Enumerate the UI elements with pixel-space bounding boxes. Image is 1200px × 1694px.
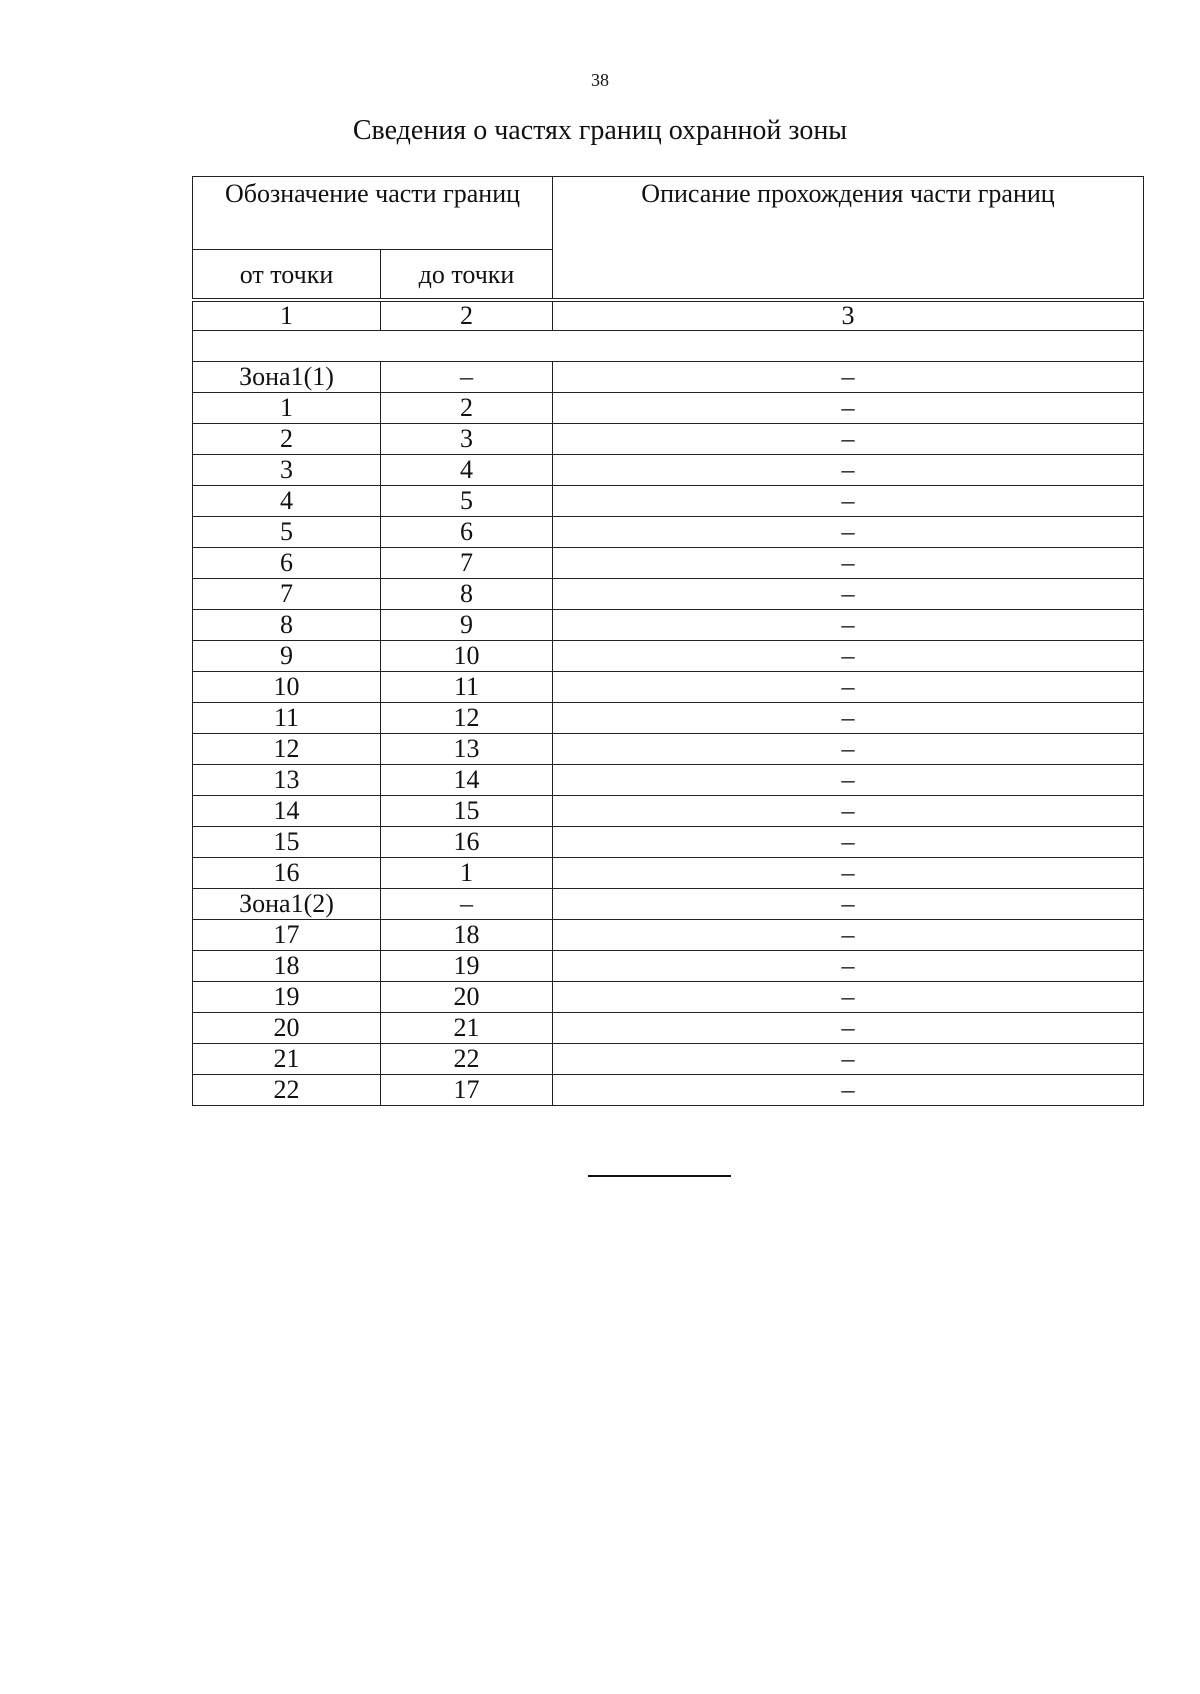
table-row — [193, 579, 1144, 610]
cell-from: 4 — [193, 486, 381, 517]
cell-desc: – — [553, 486, 1144, 517]
table-row — [193, 1044, 1144, 1075]
table-row — [193, 641, 1144, 672]
cell-desc: – — [553, 703, 1144, 734]
cell-to: 21 — [381, 1013, 553, 1044]
cell-desc: – — [553, 765, 1144, 796]
cell-to: 16 — [381, 827, 553, 858]
table-row — [193, 889, 1144, 920]
cell-from: 7 — [193, 579, 381, 610]
cell-from: 20 — [193, 1013, 381, 1044]
empty-row — [193, 331, 1144, 362]
cell-from: 17 — [193, 920, 381, 951]
cell-to: 15 — [381, 796, 553, 827]
cell-desc: – — [553, 610, 1144, 641]
table-row — [193, 951, 1144, 982]
cell-desc: – — [553, 424, 1144, 455]
cell-to: 4 — [381, 455, 553, 486]
cell-from: 3 — [193, 455, 381, 486]
cell-from: 6 — [193, 548, 381, 579]
table-row — [193, 734, 1144, 765]
column-number-1: 1 — [193, 302, 381, 331]
table-row — [193, 703, 1144, 734]
cell-from: 16 — [193, 858, 381, 889]
page-number: 38 — [591, 70, 609, 90]
header-description: Описание прохождения части границ — [553, 177, 1144, 299]
column-number-2: 2 — [381, 302, 553, 331]
cell-from: 19 — [193, 982, 381, 1013]
table-row — [193, 858, 1144, 889]
cell-from: 12 — [193, 734, 381, 765]
cell-to: 22 — [381, 1044, 553, 1075]
cell-to: 17 — [381, 1075, 553, 1106]
column-number-3: 3 — [553, 302, 1144, 331]
cell-from: Зона1(2) — [193, 889, 381, 920]
table-row — [193, 424, 1144, 455]
cell-from: 21 — [193, 1044, 381, 1075]
cell-desc: – — [553, 827, 1144, 858]
cell-desc: – — [553, 548, 1144, 579]
cell-to: 2 — [381, 393, 553, 424]
cell-desc: – — [553, 734, 1144, 765]
cell-from: 15 — [193, 827, 381, 858]
cell-to: 5 — [381, 486, 553, 517]
cell-to: 10 — [381, 641, 553, 672]
boundary-parts-table — [192, 176, 1144, 1106]
cell-desc: – — [553, 517, 1144, 548]
cell-to: 6 — [381, 517, 553, 548]
cell-from: 5 — [193, 517, 381, 548]
cell-desc: – — [553, 579, 1144, 610]
cell-from: 8 — [193, 610, 381, 641]
table-row — [193, 610, 1144, 641]
cell-desc: – — [553, 393, 1144, 424]
table-row — [193, 765, 1144, 796]
cell-to: 7 — [381, 548, 553, 579]
cell-to: 19 — [381, 951, 553, 982]
table-row — [193, 548, 1144, 579]
table-row — [193, 982, 1144, 1013]
page-title: Сведения о частях границ охранной зоны — [352, 115, 848, 146]
cell-desc: – — [553, 1044, 1144, 1075]
cell-desc: – — [553, 951, 1144, 982]
footer-rule — [588, 1175, 731, 1177]
cell-to: 13 — [381, 734, 553, 765]
header-designation: Обозначение части границ — [193, 177, 553, 250]
cell-to: 18 — [381, 920, 553, 951]
cell-to: 12 — [381, 703, 553, 734]
cell-to: 8 — [381, 579, 553, 610]
cell-from: 1 — [193, 393, 381, 424]
cell-to: 3 — [381, 424, 553, 455]
table-row — [193, 362, 1144, 393]
cell-desc: – — [553, 362, 1144, 393]
cell-desc: – — [553, 1013, 1144, 1044]
cell-desc: – — [553, 920, 1144, 951]
cell-from: 10 — [193, 672, 381, 703]
table-row — [193, 827, 1144, 858]
cell-from: 13 — [193, 765, 381, 796]
cell-desc: – — [553, 1075, 1144, 1106]
cell-from: Зона1(1) — [193, 362, 381, 393]
cell-to: 20 — [381, 982, 553, 1013]
header-from-point: от точки — [193, 250, 381, 299]
cell-desc: – — [553, 858, 1144, 889]
cell-to: 9 — [381, 610, 553, 641]
cell-desc: – — [553, 455, 1144, 486]
cell-to: 1 — [381, 858, 553, 889]
cell-desc: – — [553, 982, 1144, 1013]
cell-from: 18 — [193, 951, 381, 982]
table-row — [193, 1013, 1144, 1044]
table-row — [193, 920, 1144, 951]
cell-to: – — [381, 889, 553, 920]
cell-from: 9 — [193, 641, 381, 672]
header-to-point: до точки — [381, 250, 553, 299]
table-row — [193, 517, 1144, 548]
cell-desc: – — [553, 796, 1144, 827]
cell-desc: – — [553, 641, 1144, 672]
table-row — [193, 672, 1144, 703]
cell-from: 22 — [193, 1075, 381, 1106]
cell-to: 14 — [381, 765, 553, 796]
table-row — [193, 796, 1144, 827]
cell-to: – — [381, 362, 553, 393]
cell-desc: – — [553, 672, 1144, 703]
cell-desc: – — [553, 889, 1144, 920]
table-row — [193, 455, 1144, 486]
cell-to: 11 — [381, 672, 553, 703]
table-row — [193, 1075, 1144, 1106]
cell-from: 2 — [193, 424, 381, 455]
cell-from: 14 — [193, 796, 381, 827]
table-row — [193, 486, 1144, 517]
cell-from: 11 — [193, 703, 381, 734]
table-row — [193, 393, 1144, 424]
